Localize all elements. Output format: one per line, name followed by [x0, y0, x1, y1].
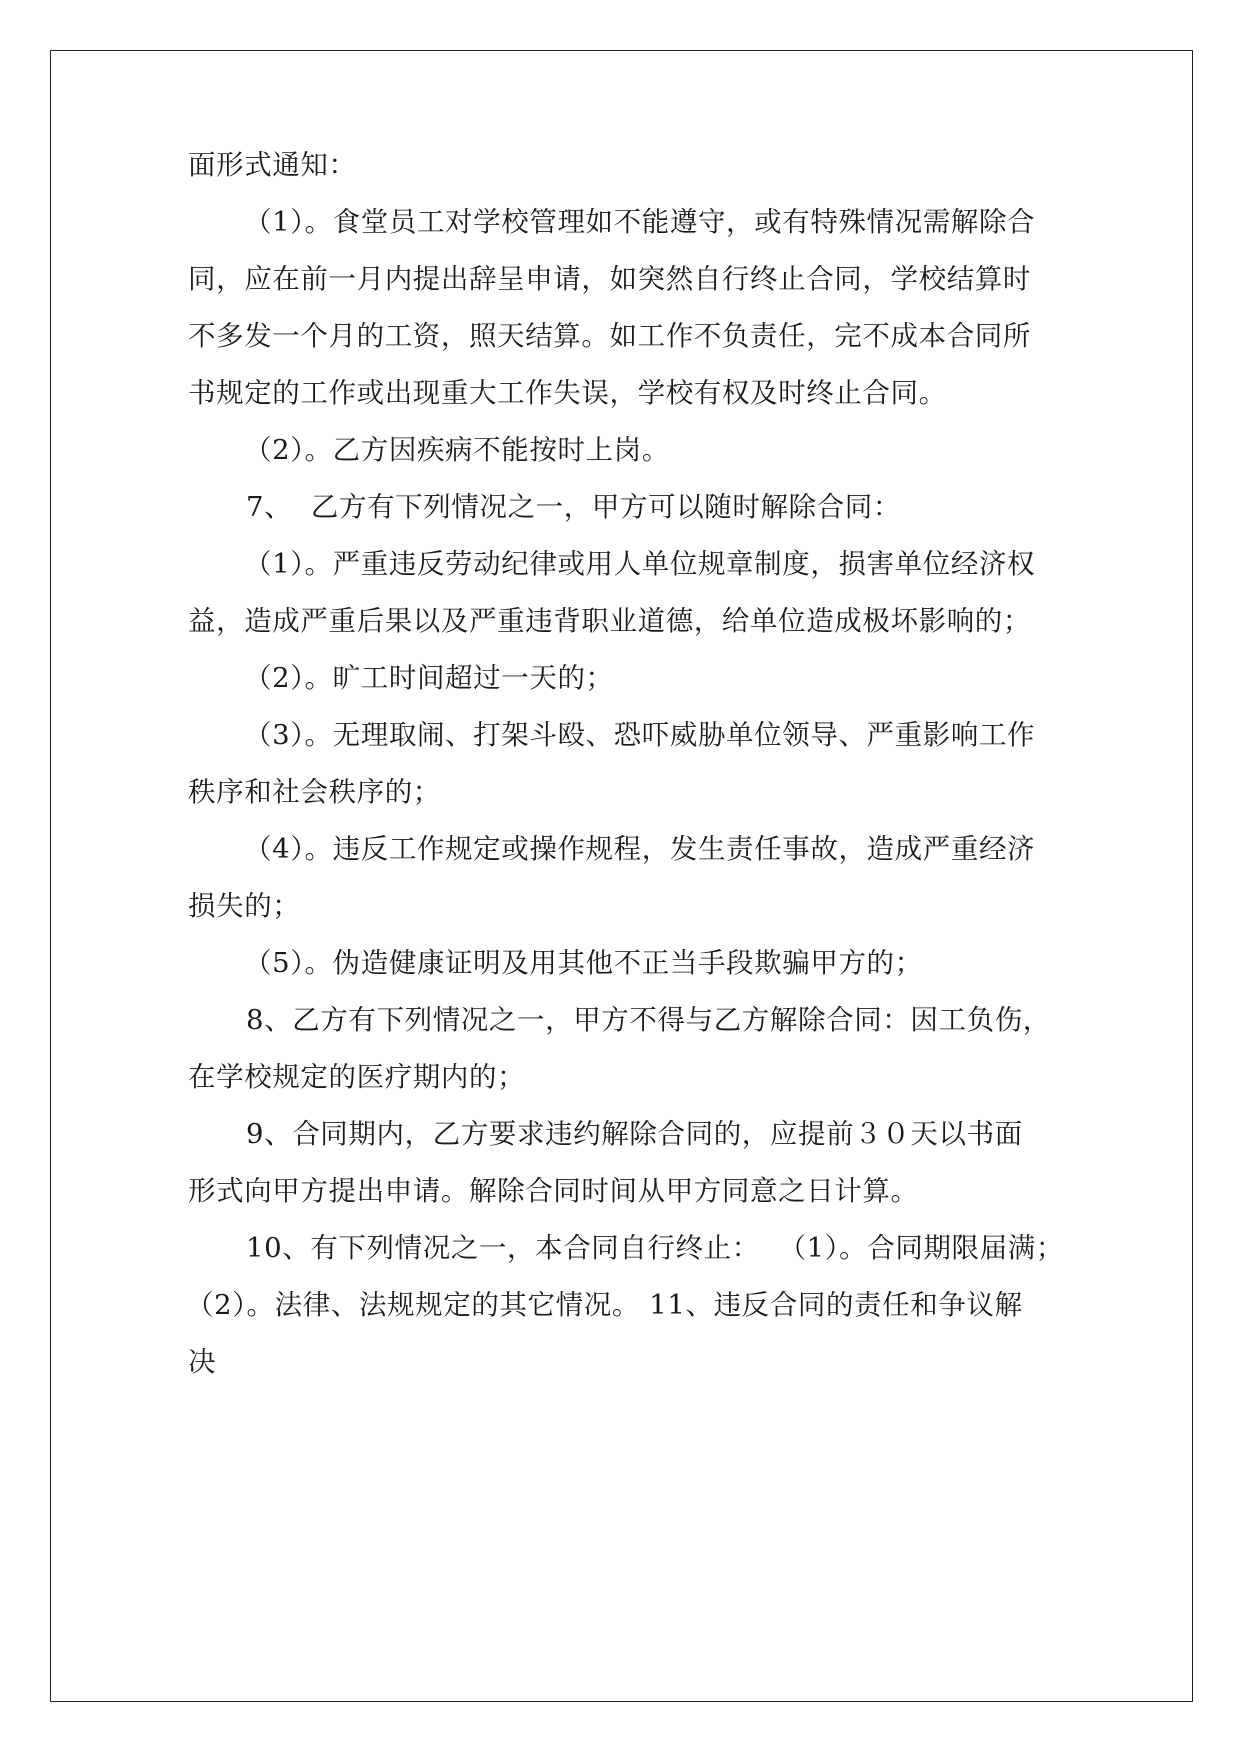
text-line: 损失的； — [188, 890, 301, 922]
text-line: （2）。旷工时间超过一天的； — [244, 662, 614, 694]
text-line: （1）。严重违反劳动纪律或用人单位规章制度，损害单位经济权 — [244, 548, 1036, 580]
text-line: 面形式通知： — [188, 149, 357, 181]
text-line: 益，造成严重后果以及严重违背职业道德，给单位造成极坏影响的； — [188, 605, 1031, 637]
text-line: （4）。违反工作规定或操作规程，发生责任事故，造成严重经济 — [244, 833, 1036, 865]
page-border — [50, 50, 1193, 1702]
text-line: （5）。伪造健康证明及用其他不正当手段欺骗甲方的； — [244, 947, 923, 979]
text-line: 同，应在前一月内提出辞呈申请，如突然自行终止合同，学校结算时 — [188, 263, 1031, 295]
text-line: 在学校规定的医疗期内的； — [188, 1061, 526, 1093]
text-line: 决 — [188, 1346, 217, 1378]
text-line: 7、 乙方有下列情况之一，甲方可以随时解除合同： — [246, 491, 901, 523]
text-line: 秩序和社会秩序的； — [188, 776, 441, 808]
text-line: （2）。乙方因疾病不能按时上岗。 — [244, 434, 670, 466]
text-line: （1）。食堂员工对学校管理如不能遵守，或有特殊情况需解除合 — [244, 206, 1036, 238]
text-line: （2）。法律、法规规定的其它情况。 11、违反合同的责任和争议解 — [186, 1289, 1023, 1321]
text-line: （3）。无理取闹、打架斗殴、恐吓威胁单位领导、严重影响工作 — [244, 719, 1036, 751]
text-line: 书规定的工作或出现重大工作失误，学校有权及时终止合同。 — [188, 377, 947, 409]
text-line: 8、乙方有下列情况之一，甲方不得与乙方解除合同：因工负伤， — [246, 1004, 1051, 1036]
text-line: 10、有下列情况之一，本合同自行终止： （1）。合同期限届满； — [246, 1232, 1064, 1264]
text-line: 不多发一个月的工资，照天结算。如工作不负责任，完不成本合同所 — [188, 320, 1031, 352]
text-line: 9、合同期内，乙方要求违约解除合同的，应提前３０天以书面 — [246, 1118, 1023, 1150]
text-line: 形式向甲方提出申请。解除合同时间从甲方同意之日计算。 — [188, 1175, 919, 1207]
